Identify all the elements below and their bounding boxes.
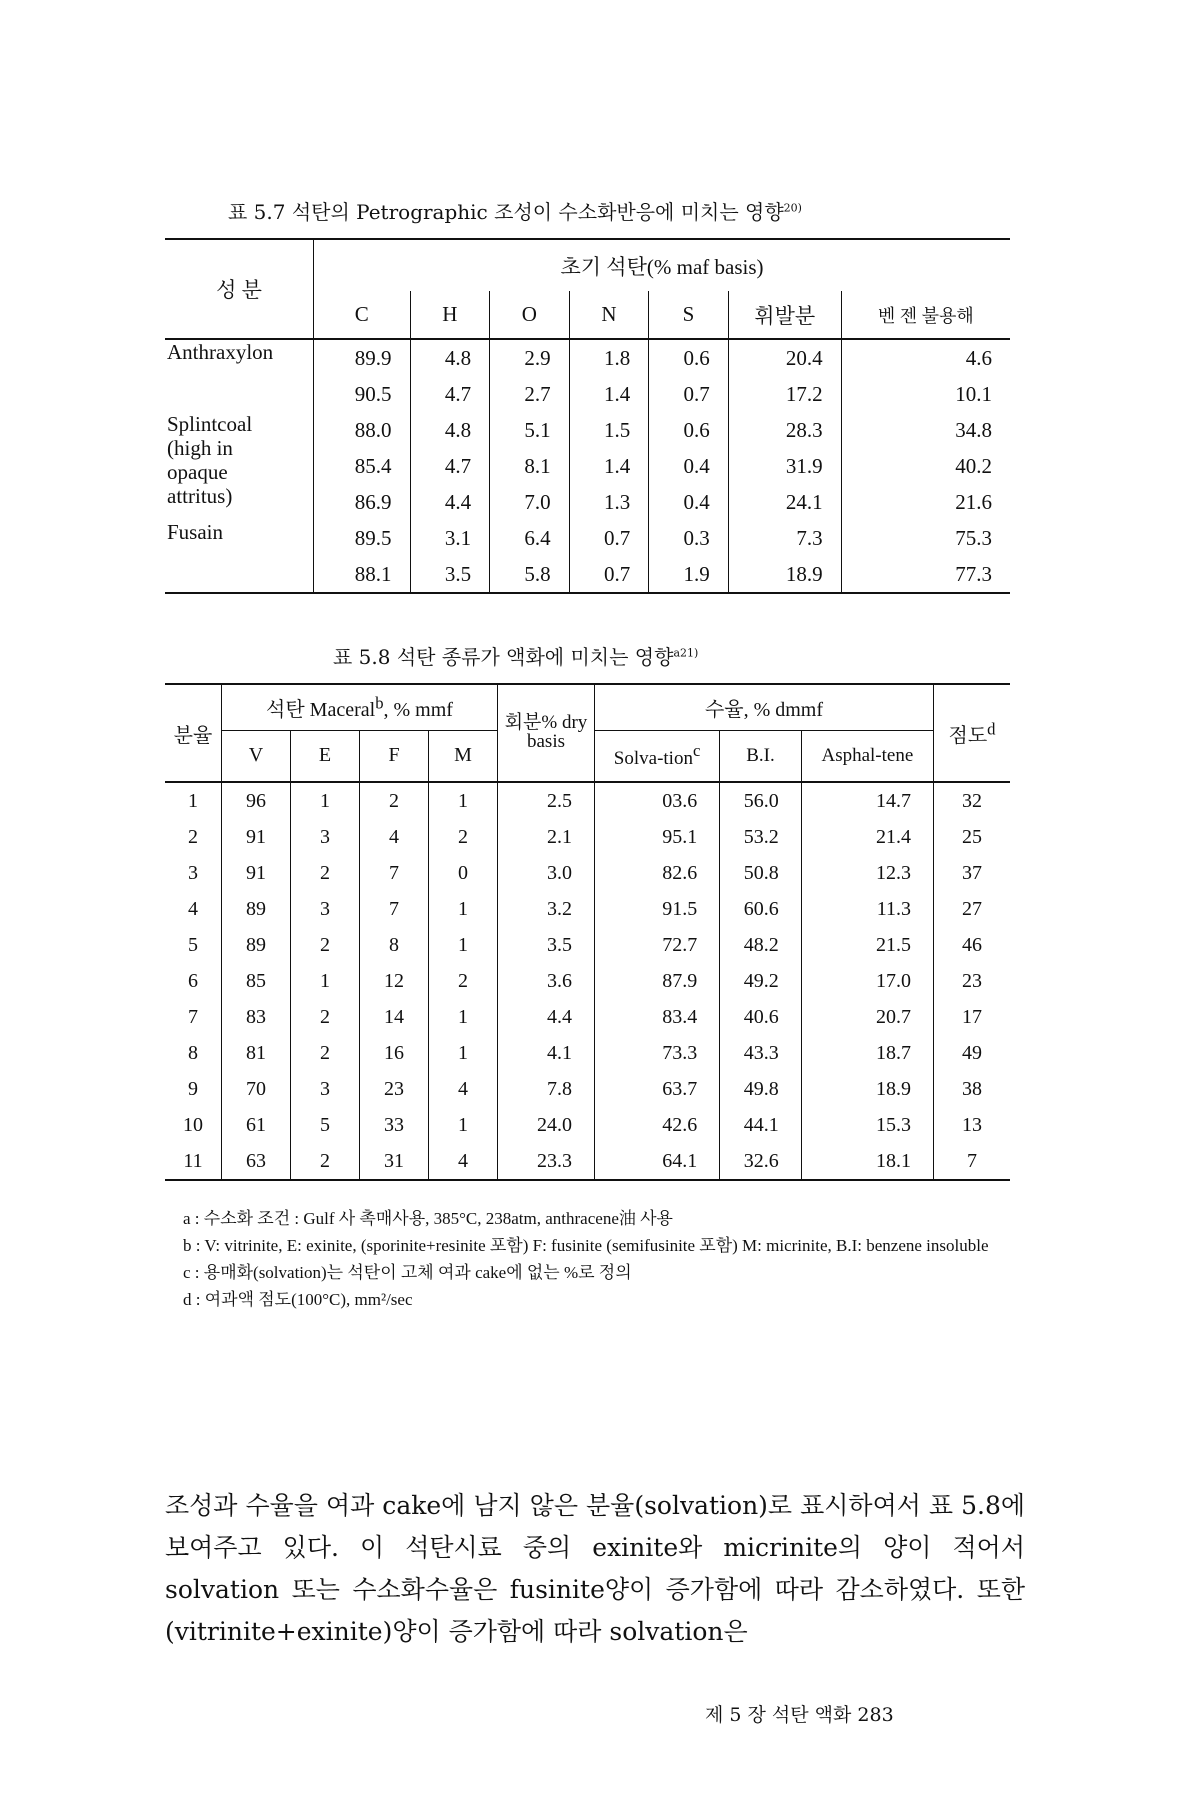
cell-value: 40.6	[720, 999, 802, 1035]
table-row	[165, 1071, 1010, 1107]
cell-value: 21.5	[801, 927, 933, 963]
table-row	[165, 819, 1010, 855]
cell-value: 1	[429, 1107, 498, 1143]
note-line: b : V: vitrinite, E: exinite, (sporinite+resinite 포함) F: fusinite (semifusinite 포함) M: micrinite, B.I: benzene insoluble	[183, 1236, 989, 1255]
cell-value: 5	[188, 933, 198, 956]
cell-value: 33	[360, 1107, 429, 1143]
yield-header: 수율, % dmmf	[595, 684, 934, 730]
component-header: 성 분	[165, 239, 314, 339]
cell-value: 77.3	[841, 556, 1010, 593]
cell-value: 2	[429, 819, 498, 855]
cell-value: 2.7	[490, 376, 570, 412]
cell-value: 37	[934, 855, 1011, 891]
cell-value: 4.8	[410, 412, 490, 448]
cell-value: 1.3	[569, 484, 649, 520]
cell-value: 1	[429, 999, 498, 1035]
cell-value: 89	[222, 891, 291, 927]
cell-value: 1.8	[569, 339, 649, 376]
cell-value: 18.9	[728, 556, 841, 593]
yield-col-header: Asphal-tene	[801, 730, 933, 782]
cell-value: 1	[188, 789, 198, 812]
cell-value: 75.3	[841, 520, 1010, 556]
cell-value: 4.8	[410, 339, 490, 376]
cell-value: 49.2	[720, 963, 802, 999]
cell-value: 60.6	[720, 891, 802, 927]
cell-value: 1	[429, 1035, 498, 1071]
cell-value: 88.0	[314, 412, 411, 448]
cell-value: 63.7	[595, 1071, 720, 1107]
t1-col-header: N	[569, 291, 649, 339]
table-row	[165, 999, 1010, 1035]
table-row	[165, 1143, 1010, 1180]
cell-value: 7.8	[498, 1071, 595, 1107]
table-row	[165, 963, 1010, 999]
table-row	[165, 520, 1010, 556]
cell-value: 83	[222, 999, 291, 1035]
cell-value: 7.3	[728, 520, 841, 556]
table-row	[165, 927, 1010, 963]
maceral-header: 석탄 Maceral$^b$, % mmf	[222, 684, 498, 730]
cell-value: 42.6	[595, 1107, 720, 1143]
cell-value: 23	[360, 1071, 429, 1107]
cell-value: 48.2	[720, 927, 802, 963]
cell-value: 31	[360, 1143, 429, 1180]
cell-value: 11	[183, 1149, 203, 1172]
cell-value: 2	[291, 1143, 360, 1180]
cell-value: 7	[188, 1005, 198, 1028]
table-5-7-caption: 표 5.7 석탄의 Petrographic 조성이 수소화반응에 미치는 영향$^{20)}$	[228, 200, 802, 224]
row-label: Anthraxylon	[167, 340, 274, 364]
cell-value: 0.7	[569, 556, 649, 593]
cell-value: 89.5	[314, 520, 411, 556]
cell-value: 3	[291, 1071, 360, 1107]
cell-value: 12	[360, 963, 429, 999]
cell-value: 61	[222, 1107, 291, 1143]
row-label: Splintcoal (high in opaque attritus)	[167, 412, 253, 508]
cell-value: 3	[291, 891, 360, 927]
cell-value: 90.5	[314, 376, 411, 412]
note-line: d : 여과액 점도(100°C), mm²/sec	[183, 1290, 413, 1309]
ash-header: 회분% dry basis	[498, 684, 595, 782]
cell-value: 2	[291, 927, 360, 963]
cell-value: 70	[222, 1071, 291, 1107]
cell-value: 1.5	[569, 412, 649, 448]
cell-value: 18.7	[801, 1035, 933, 1071]
cell-value: 49.8	[720, 1071, 802, 1107]
cell-value: 49	[934, 1035, 1011, 1071]
maceral-col-header: F	[360, 730, 429, 782]
cell-value: 4	[360, 819, 429, 855]
table-row	[165, 339, 1010, 376]
cell-value: 0.6	[649, 412, 729, 448]
t1-col-header: 벤 젠 불용해	[841, 291, 1010, 339]
cell-value: 1	[429, 891, 498, 927]
cell-value: 4.6	[841, 339, 1010, 376]
cell-value: 5.8	[490, 556, 570, 593]
cell-value: 5.1	[490, 412, 570, 448]
row-label: Fusain	[167, 520, 224, 544]
cell-value: 43.3	[720, 1035, 802, 1071]
table-row	[165, 556, 1010, 593]
cell-value: 21.6	[841, 484, 1010, 520]
row-label	[165, 556, 314, 593]
cell-value: 91	[222, 855, 291, 891]
cell-value: 20.4	[728, 339, 841, 376]
cell-value: 64.1	[595, 1143, 720, 1180]
cell-value: 0.4	[649, 448, 729, 484]
table-5-7-body	[165, 339, 1010, 593]
cell-value: 2	[360, 782, 429, 819]
cell-value: 81	[222, 1035, 291, 1071]
yield-col-header: B.I.	[720, 730, 802, 782]
cell-value: 4.4	[410, 484, 490, 520]
cell-value: 50.8	[720, 855, 802, 891]
cell-value: 4.7	[410, 376, 490, 412]
cell-value: 03.6	[595, 782, 720, 819]
cell-value: 3.1	[410, 520, 490, 556]
cell-value: 17.2	[728, 376, 841, 412]
cell-value: 2.5	[498, 782, 595, 819]
cell-value: 32	[934, 782, 1011, 819]
cell-value: 18.9	[801, 1071, 933, 1107]
table-5-8-body	[165, 782, 1010, 1180]
cell-value: 2	[291, 855, 360, 891]
table-row	[165, 412, 1010, 448]
table-row	[165, 376, 1010, 412]
cell-value: 2	[291, 999, 360, 1035]
viscosity-header: 점도$^d$	[934, 684, 1011, 782]
cell-value: 73.3	[595, 1035, 720, 1071]
body-text: 조성과 수율을 여과 cake에 남지 않은 분율(solvation)로 표시하여서 표 5.8에 보여주고 있다. 이 석탄시료 중의 exinite와 micrinite의 양이 적어서 solvation 또는 수소화수율은 fusinite양이 증가함에 따라 감소하였다. 또한 (vitrinite+exinite)양이 증가함에 따라 solvation은	[165, 1491, 1025, 1646]
maceral-col-header: M	[429, 730, 498, 782]
cell-value: 83.4	[595, 999, 720, 1035]
cell-value: 2.1	[498, 819, 595, 855]
cell-value: 4	[429, 1143, 498, 1180]
cell-value: 24.0	[498, 1107, 595, 1143]
cell-value: 53.2	[720, 819, 802, 855]
cell-value: 25	[934, 819, 1011, 855]
cell-value: 1.4	[569, 448, 649, 484]
cell-value: 3	[291, 819, 360, 855]
cell-value: 27	[934, 891, 1011, 927]
cell-value: 6.4	[490, 520, 570, 556]
cell-value: 1	[429, 782, 498, 819]
cell-value: 56.0	[720, 782, 802, 819]
cell-value: 46	[934, 927, 1011, 963]
cell-value: 13	[934, 1107, 1011, 1143]
cell-value: 17	[934, 999, 1011, 1035]
initial-coal-header: 초기 석탄(% maf basis)	[314, 239, 1011, 291]
cell-value: 40.2	[841, 448, 1010, 484]
cell-value: 85	[222, 963, 291, 999]
table-5-7	[165, 238, 1010, 594]
cell-value: 63	[222, 1143, 291, 1180]
cell-value: 2.9	[490, 339, 570, 376]
cell-value: 95.1	[595, 819, 720, 855]
cell-value: 72.7	[595, 927, 720, 963]
cell-value: 1.9	[649, 556, 729, 593]
cell-value: 20.7	[801, 999, 933, 1035]
cell-value: 1.4	[569, 376, 649, 412]
cell-value: 28.3	[728, 412, 841, 448]
cell-value: 1	[291, 963, 360, 999]
cell-value: 44.1	[720, 1107, 802, 1143]
table-row	[165, 782, 1010, 819]
cell-value: 7.0	[490, 484, 570, 520]
cell-value: 4.1	[498, 1035, 595, 1071]
cell-value: 8.1	[490, 448, 570, 484]
note-line: c : 용매화(solvation)는 석탄이 고체 여과 cake에 없는 %로 정의	[183, 1263, 632, 1282]
cell-value: 12.3	[801, 855, 933, 891]
cell-value: 23.3	[498, 1143, 595, 1180]
cell-value: 91	[222, 819, 291, 855]
cell-value: 4	[188, 897, 198, 920]
maceral-col-header: E	[291, 730, 360, 782]
cell-value: 8	[188, 1041, 198, 1064]
fraction-header: 분율	[165, 684, 222, 782]
table-row	[165, 1107, 1010, 1143]
cell-value: 0	[429, 855, 498, 891]
cell-value: 86.9	[314, 484, 411, 520]
cell-value: 7	[360, 891, 429, 927]
cell-value: 3.5	[498, 927, 595, 963]
row-label	[165, 376, 314, 412]
cell-value: 1	[291, 782, 360, 819]
body-paragraph	[165, 1485, 1025, 1653]
cell-value: 23	[934, 963, 1011, 999]
cell-value: 85.4	[314, 448, 411, 484]
cell-value: 3.6	[498, 963, 595, 999]
table-row	[165, 891, 1010, 927]
cell-value: 9	[188, 1077, 198, 1100]
cell-value: 87.9	[595, 963, 720, 999]
cell-value: 10.1	[841, 376, 1010, 412]
page-footer: 제 5 장 석탄 액화 283	[705, 1704, 894, 1726]
cell-value: 0.4	[649, 484, 729, 520]
cell-value: 4	[429, 1071, 498, 1107]
cell-value: 3.2	[498, 891, 595, 927]
cell-value: 31.9	[728, 448, 841, 484]
cell-value: 1	[429, 927, 498, 963]
cell-value: 2	[291, 1035, 360, 1071]
table-5-8-caption: 표 5.8 석탄 종류가 액화에 미치는 영향$^{a21)}$	[333, 645, 699, 669]
cell-value: 3	[188, 861, 198, 884]
cell-value: 2	[429, 963, 498, 999]
cell-value: 4.7	[410, 448, 490, 484]
cell-value: 0.7	[569, 520, 649, 556]
table-5-8	[165, 683, 1010, 1181]
cell-value: 14	[360, 999, 429, 1035]
cell-value: 88.1	[314, 556, 411, 593]
cell-value: 16	[360, 1035, 429, 1071]
cell-value: 34.8	[841, 412, 1010, 448]
table-notes	[183, 1205, 1023, 1313]
cell-value: 15.3	[801, 1107, 933, 1143]
t1-col-header: H	[410, 291, 490, 339]
t1-col-header: O	[490, 291, 570, 339]
cell-value: 24.1	[728, 484, 841, 520]
t1-col-header: S	[649, 291, 729, 339]
yield-col-header: Solva-tion$^c$	[595, 730, 720, 782]
cell-value: 8	[360, 927, 429, 963]
t1-col-header: 휘발분	[728, 291, 841, 339]
cell-value: 21.4	[801, 819, 933, 855]
cell-value: 32.6	[720, 1143, 802, 1180]
maceral-col-header: V	[222, 730, 291, 782]
cell-value: 0.6	[649, 339, 729, 376]
cell-value: 3.0	[498, 855, 595, 891]
cell-value: 7	[360, 855, 429, 891]
cell-value: 89.9	[314, 339, 411, 376]
cell-value: 38	[934, 1071, 1011, 1107]
cell-value: 5	[291, 1107, 360, 1143]
cell-value: 91.5	[595, 891, 720, 927]
table-row	[165, 855, 1010, 891]
cell-value: 3.5	[410, 556, 490, 593]
cell-value: 17.0	[801, 963, 933, 999]
cell-value: 18.1	[801, 1143, 933, 1180]
cell-value: 14.7	[801, 782, 933, 819]
table-row	[165, 1035, 1010, 1071]
cell-value: 7	[934, 1143, 1011, 1180]
t1-col-header: C	[314, 291, 411, 339]
cell-value: 10	[183, 1113, 203, 1136]
cell-value: 0.7	[649, 376, 729, 412]
cell-value: 82.6	[595, 855, 720, 891]
cell-value: 6	[188, 969, 198, 992]
cell-value: 0.3	[649, 520, 729, 556]
cell-value: 4.4	[498, 999, 595, 1035]
cell-value: 11.3	[801, 891, 933, 927]
cell-value: 89	[222, 927, 291, 963]
cell-value: 2	[188, 825, 198, 848]
note-line: a : 수소화 조건 : Gulf 사 촉매사용, 385°C, 238atm, anthracene油 사용	[183, 1209, 673, 1228]
cell-value: 96	[222, 782, 291, 819]
